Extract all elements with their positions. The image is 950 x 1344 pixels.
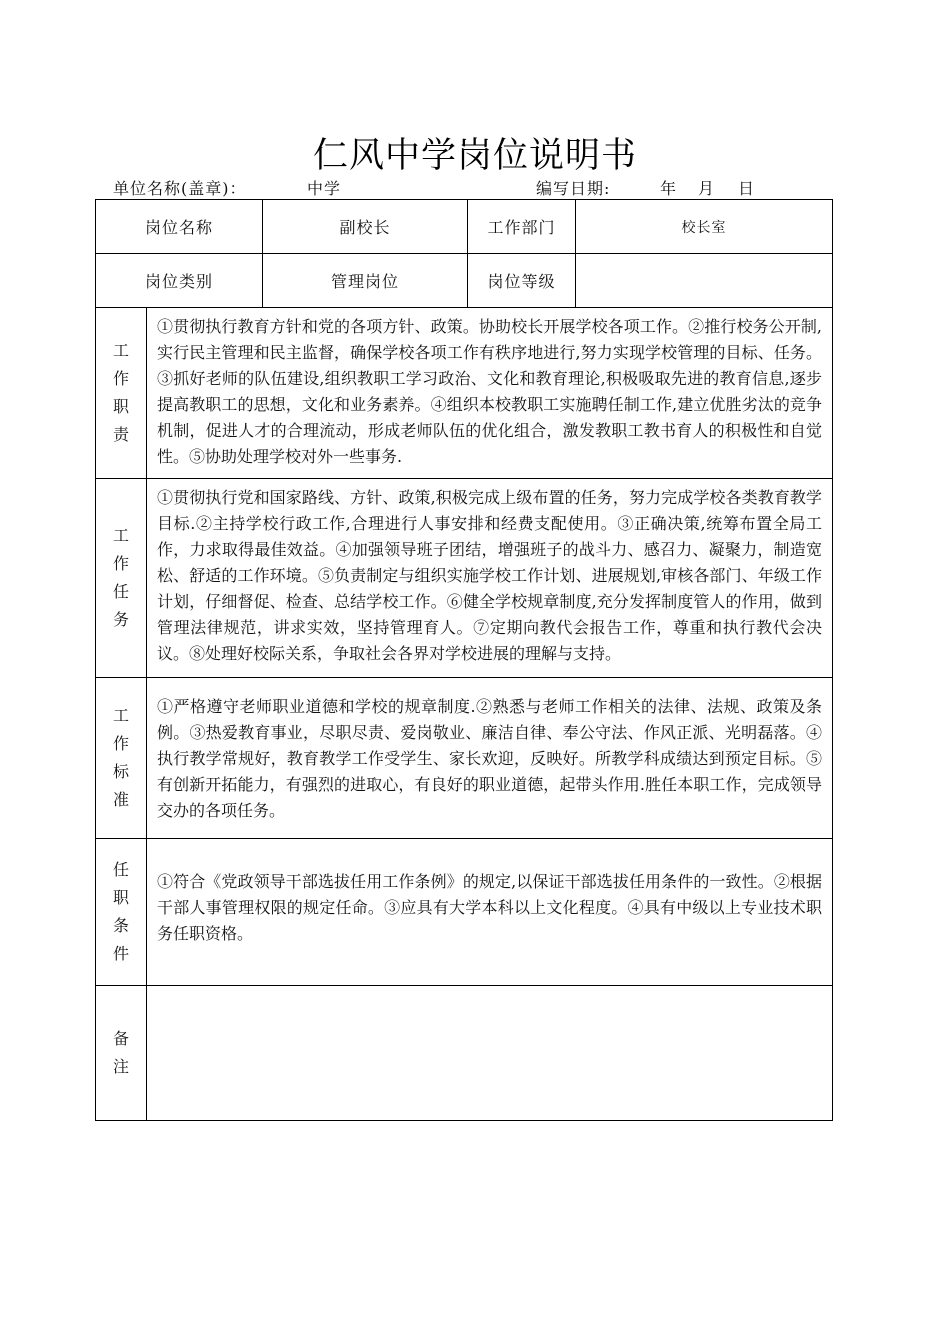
section-text-duties: ①贯彻执行教育方针和党的各项方针、政策。协助校长开展学校各项工作。②推行校务公开制,实行民主管理和民主监督，确保学校各项工作有秩序地进行,努力实现学校管理的目标、任务。③抓好老师的队伍建设,组织教职工学习政治、文化和教育理论,积极吸取先进的教育信息,逐步提高教职工的思想，文化和业务素养。④组织本校教职工实施聘任制工作,建立优胜劣汰的竞争机制，促进人才的合理流动，形成老师队伍的优化组合，激发教职工教书育人的积极性和自觉性。⑤协助处理学校对外一些事务. (147, 308, 833, 479)
section-text-standards: ①严格遵守老师职业道德和学校的规章制度.②熟悉与老师工作相关的法律、法规、政策及条例。③热爱教育事业，尽职尽责、爱岗敬业、廉洁自律、奉公守法、作风正派、光明磊落。④执行教学常规好，教育教学工作受学生、家长欢迎，反映好。所教学科成绩达到预定目标。⑤有创新开拓能力，有强烈的进取心，有良好的职业道德，起带头作用.胜任本职工作，完成领导交办的各项任务。 (147, 678, 833, 839)
level-value (576, 254, 833, 308)
date-label: 编写日期: (536, 179, 611, 198)
day-label: 日 (738, 179, 756, 198)
unit-name-value: 中学 (307, 179, 342, 198)
section-text-qualifications: ①符合《党政领导干部选拔任用工作条例》的规定,以保证干部选拔任用条件的一致性。②根据干部人事管理权限的规定任命。③应具有大学本科以上文化程度。④具有中级以上专业技术职务任职资格。 (147, 839, 833, 986)
category-value: 管理岗位 (263, 254, 468, 308)
table-row (96, 839, 833, 986)
department-label: 工作部门 (468, 200, 576, 254)
section-label-remarks: 备注 (96, 986, 147, 1121)
section-text-remarks (147, 986, 833, 1121)
level-label: 岗位等级 (468, 254, 576, 308)
job-description-table (95, 199, 833, 1121)
section-label-tasks: 工作任务 (96, 479, 147, 678)
table-row (96, 479, 833, 678)
table-row (96, 308, 833, 479)
category-label: 岗位类别 (96, 254, 263, 308)
month-label: 月 (698, 179, 716, 198)
document-title: 仁风中学岗位说明书 (312, 136, 637, 176)
table-row (96, 200, 833, 254)
section-label-qualifications: 任职条件 (96, 839, 147, 986)
table-row (96, 678, 833, 839)
section-label-duties: 工作职责 (96, 308, 147, 479)
position-name-label: 岗位名称 (96, 200, 263, 254)
section-text-tasks: ①贯彻执行党和国家路线、方针、政策,积极完成上级布置的任务，努力完成学校各类教育教学目标.②主持学校行政工作,合理进行人事安排和经费支配使用。③正确决策,统筹布置全局工作，力求取得最佳效益。④加强领导班子团结，增强班子的战斗力、感召力、凝聚力，制造宽松、舒适的工作环境。⑤负责制定与组织实施学校工作计划、进展规划,审核各部门、年级工作计划，仔细督促、检查、总结学校工作。⑥健全学校规章制度,充分发挥制度管人的作用，做到管理法律规范，讲求实效，坚持管理育人。⑦定期向教代会报告工作，尊重和执行教代会决议。⑧处理好校际关系，争取社会各界对学校进展的理解与支持。 (147, 479, 833, 678)
department-value: 校长室 (576, 200, 833, 254)
year-label: 年 (660, 179, 678, 198)
unit-name-label: 单位名称(盖章)： (113, 179, 247, 198)
table-row (96, 254, 833, 308)
section-label-standards: 工作标准 (96, 678, 147, 839)
table-row (96, 986, 833, 1121)
position-name-value: 副校长 (263, 200, 468, 254)
